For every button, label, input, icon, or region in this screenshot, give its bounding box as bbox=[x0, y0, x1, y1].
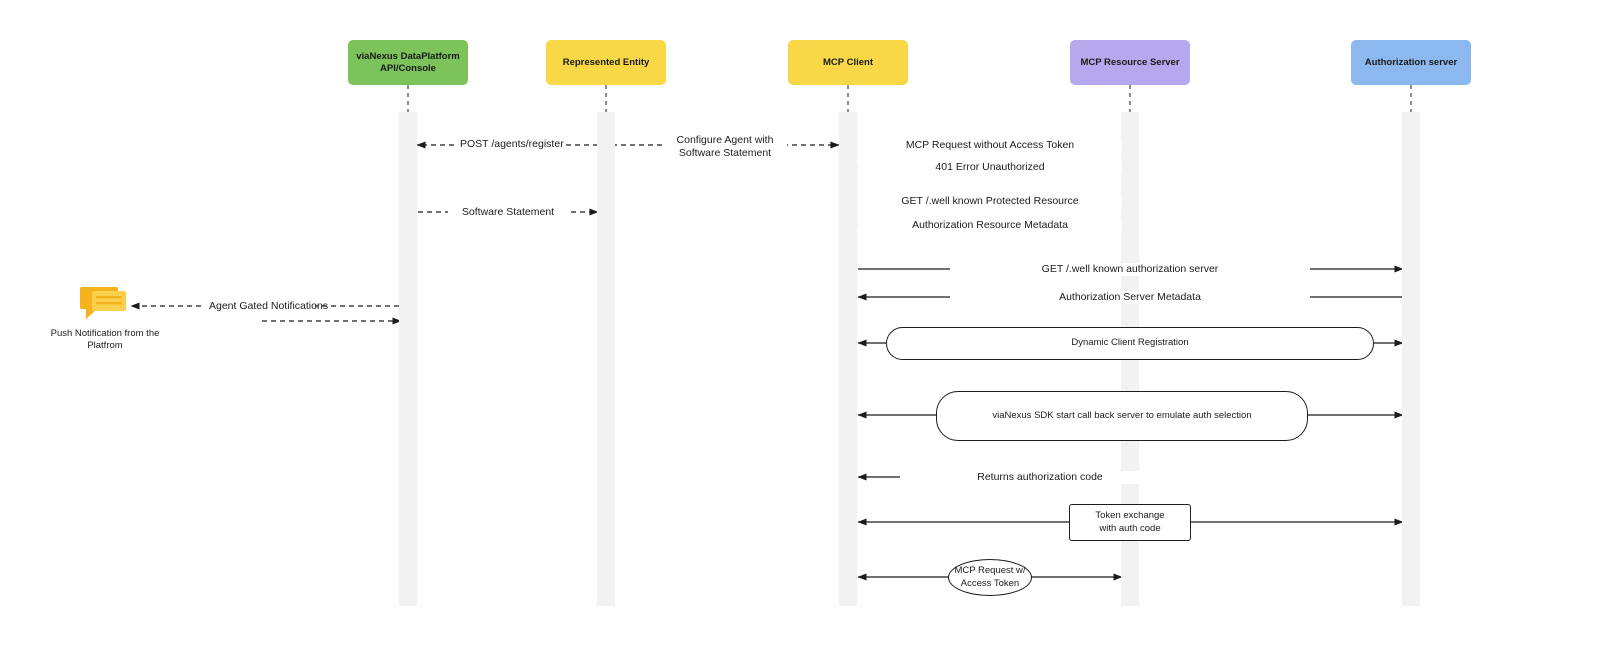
message-text: Agent Gated Notifications bbox=[209, 300, 329, 312]
message-text-line1: Configure Agent with bbox=[676, 134, 774, 146]
message-text: Authorization Resource Metadata bbox=[912, 219, 1068, 231]
note-vianexus-sdk-callback-server bbox=[936, 391, 1308, 441]
message-lines-group bbox=[131, 145, 1403, 577]
actor-authorization-server[interactable] bbox=[1351, 40, 1471, 85]
note-text-line1: Token exchange bbox=[1095, 510, 1165, 522]
message-text: GET /.well known Protected Resource bbox=[901, 195, 1079, 207]
message-label-authorization-server-metadata bbox=[950, 291, 1310, 304]
actor-mcp-client[interactable] bbox=[788, 40, 908, 85]
message-label-get-well-known-protected-resource bbox=[858, 195, 1122, 208]
message-text: Authorization Server Metadata bbox=[1059, 291, 1201, 303]
message-label-configure-agent bbox=[663, 134, 787, 160]
actor-mcp-resource-server[interactable] bbox=[1070, 40, 1190, 85]
actor-label: Represented Entity bbox=[562, 56, 650, 68]
note-text: viaNexus SDK start call back server to emulate auth selection bbox=[992, 409, 1252, 421]
message-label-agent-gated-notifications bbox=[205, 300, 329, 313]
push-caption-line2: Platfrom bbox=[87, 340, 123, 352]
note-text-line2: Access Token bbox=[960, 577, 1020, 589]
note-dynamic-client-registration bbox=[886, 327, 1374, 360]
message-text: 401 Error Unauthorized bbox=[935, 161, 1045, 173]
message-text-line2: Software Statement bbox=[678, 147, 772, 160]
message-label-401-unauthorized bbox=[858, 161, 1122, 174]
message-text: MCP Request without Access Token bbox=[905, 139, 1075, 151]
message-label-software-statement bbox=[448, 206, 568, 219]
message-text: GET /.well known authorization server bbox=[1041, 263, 1219, 275]
message-label-mcp-request-without-token bbox=[858, 139, 1122, 152]
push-notification-caption bbox=[35, 328, 175, 353]
chat-bubble-icon bbox=[80, 287, 130, 326]
actor-label: MCP Client bbox=[823, 56, 873, 68]
lifeline-band-mcpclient bbox=[839, 112, 857, 606]
push-caption-line1: Push Notification from the bbox=[50, 328, 160, 339]
message-text: Returns authorization code bbox=[977, 471, 1103, 483]
lifeline-band-vianexus bbox=[399, 112, 417, 606]
note-mcp-request-with-access-token bbox=[948, 559, 1032, 596]
actor-label: viaNexus DataPlatform bbox=[356, 50, 460, 62]
actor-vianexus-dataplatform[interactable] bbox=[348, 40, 468, 85]
lifeline-band-entity bbox=[597, 112, 615, 606]
message-text: POST /agents/register bbox=[460, 138, 564, 150]
actor-represented-entity[interactable] bbox=[546, 40, 666, 85]
message-text: Software Statement bbox=[461, 206, 555, 218]
lifeline-band-authserver bbox=[1402, 112, 1420, 606]
note-text: Dynamic Client Registration bbox=[1071, 337, 1189, 349]
actor-label: Authorization server bbox=[1364, 56, 1458, 68]
message-label-post-agents-register bbox=[456, 138, 566, 151]
lifelines-group bbox=[408, 85, 1411, 112]
note-text-line2: with auth code bbox=[1099, 522, 1161, 534]
actor-label: MCP Resource Server bbox=[1080, 56, 1180, 68]
note-token-exchange bbox=[1069, 504, 1191, 541]
note-text-line1: MCP Request w/ bbox=[954, 565, 1026, 577]
actor-sublabel: API/Console bbox=[380, 62, 436, 74]
message-label-returns-authorization-code bbox=[900, 471, 1180, 484]
message-label-get-well-known-authorization-server bbox=[950, 263, 1310, 276]
message-label-authorization-resource-metadata bbox=[858, 219, 1122, 232]
